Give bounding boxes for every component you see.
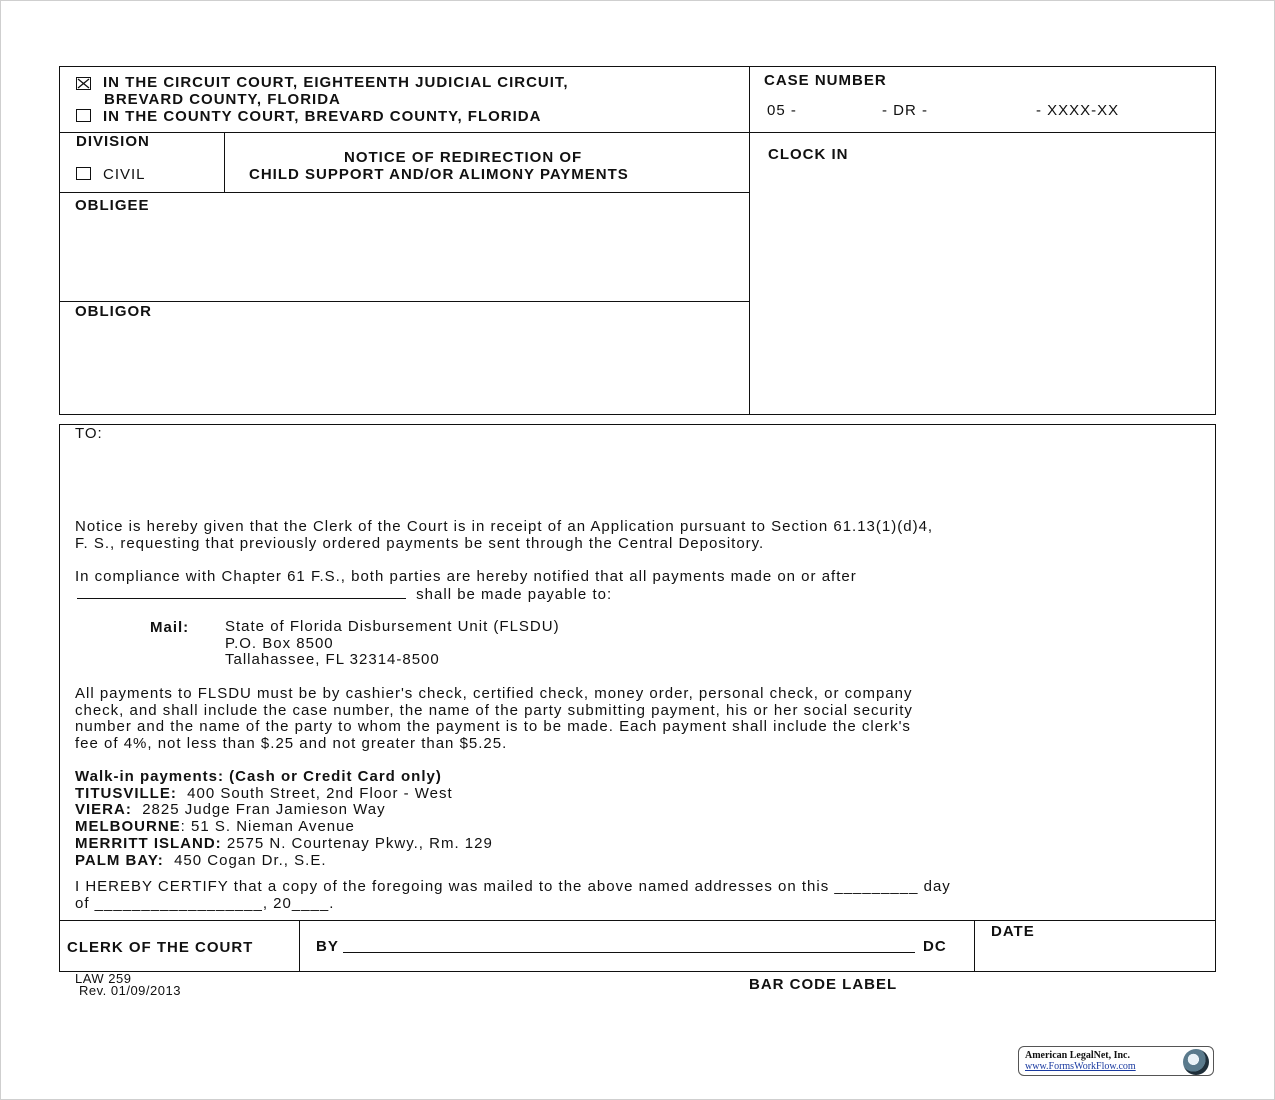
- barcode-label: BAR CODE LABEL: [749, 976, 898, 993]
- obligee-obligor-divider: [59, 301, 750, 302]
- compliance-line2-wrap: [75, 586, 857, 604]
- location-titusville: TITUSVILLE: 400 South Street, 2nd Floor - West: [75, 784, 453, 802]
- compliance-line2: shall be made payable to:: [416, 585, 613, 603]
- vendor-url[interactable]: www.FormsWorkFlow.com: [1025, 1061, 1136, 1072]
- header-divider-row1: [59, 132, 1216, 133]
- obligor-label: OBLIGOR: [75, 303, 152, 320]
- location-melbourne: MELBOURNE: 51 S. Nieman Avenue: [75, 818, 355, 836]
- certify-line2: of __________________, 20____.: [75, 894, 335, 912]
- location-viera: VIERA: 2825 Judge Fran Jamieson Way: [75, 801, 386, 819]
- civil-checkbox[interactable]: [76, 167, 91, 180]
- case-number-part1[interactable]: 05 -: [767, 102, 797, 119]
- header-divider-row2: [59, 192, 750, 193]
- form-number: LAW 259: [75, 971, 132, 986]
- effective-date-blank[interactable]: [77, 586, 406, 599]
- to-label: TO:: [75, 425, 103, 442]
- certify-line1: I HEREBY CERTIFY that a copy of the foregoing was mailed to the above named addresses on this _________ day: [75, 878, 951, 895]
- civil-label: CIVIL: [103, 166, 146, 183]
- location-merritt-island: MERRITT ISLAND: 2575 N. Courtenay Pkwy., Rm. 129: [75, 834, 493, 852]
- form-title-line1: NOTICE OF REDIRECTION OF: [344, 149, 583, 166]
- walkin-heading: Walk-in payments: (Cash or Credit Card only): [75, 768, 442, 785]
- clock-in-label: CLOCK IN: [768, 146, 849, 163]
- walkin-section: [75, 769, 493, 869]
- vendor-logo[interactable]: [1018, 1046, 1214, 1076]
- mail-address: [225, 619, 560, 669]
- case-number-part2[interactable]: - DR -: [882, 102, 928, 119]
- compliance-paragraph: [75, 569, 857, 603]
- county-court-label: IN THE COUNTY COURT, BREVARD COUNTY, FLORIDA: [103, 108, 542, 125]
- notice-line2: F. S., requesting that previously ordered payments be sent through the Central Depository.: [75, 534, 765, 552]
- payments-line3: number and the name of the party to whom the payment is to be made. Each payment shall include the clerk's: [75, 718, 911, 736]
- notice-line1: Notice is hereby given that the Clerk of the Court is in receipt of an Application pursuant to Section 61.13(1)(d)4,: [75, 518, 934, 535]
- by-label: BY: [316, 938, 339, 955]
- certify-paragraph: [75, 879, 951, 912]
- form-title-line2: CHILD SUPPORT AND/OR ALIMONY PAYMENTS: [249, 166, 629, 183]
- case-number-part3[interactable]: - XXXX-XX: [1036, 102, 1120, 119]
- compliance-line1: In compliance with Chapter 61 F.S., both parties are hereby notified that all payments made on or after: [75, 568, 857, 585]
- circuit-court-checkbox[interactable]: [76, 77, 91, 90]
- notice-paragraph: [75, 519, 933, 552]
- mail-line2: P.O. Box 8500: [225, 634, 334, 652]
- signature-line[interactable]: [343, 952, 915, 953]
- mail-line1: State of Florida Disbursement Unit (FLSDU): [225, 618, 560, 635]
- mail-line3: Tallahassee, FL 32314-8500: [225, 651, 440, 669]
- payments-line2: check, and shall include the case number, the name of the party submitting payment, his or her social security: [75, 701, 913, 719]
- clerk-divider: [299, 920, 300, 972]
- circuit-court-line2: BREVARD COUNTY, FLORIDA: [104, 91, 341, 108]
- circuit-court-line1: IN THE CIRCUIT COURT, EIGHTEENTH JUDICIAL CIRCUIT,: [103, 74, 569, 91]
- county-court-checkbox[interactable]: [76, 109, 91, 122]
- signature-row-divider: [59, 920, 1216, 921]
- division-divider: [224, 132, 225, 193]
- mail-label: Mail:: [150, 619, 190, 636]
- case-number-label: CASE NUMBER: [764, 72, 887, 89]
- header-divider-vertical: [749, 66, 750, 415]
- date-divider: [974, 920, 975, 972]
- payments-paragraph: [75, 686, 913, 753]
- vendor-name: American LegalNet, Inc.: [1025, 1050, 1130, 1061]
- dc-label: DC: [923, 938, 947, 955]
- globe-icon: [1183, 1049, 1209, 1075]
- clerk-label: CLERK OF THE COURT: [67, 939, 254, 956]
- payments-line4: fee of 4%, not less than $.25 and not greater than $5.25.: [75, 735, 508, 753]
- revision-date: Rev. 01/09/2013: [79, 983, 181, 998]
- obligee-label: OBLIGEE: [75, 197, 150, 214]
- date-label: DATE: [991, 923, 1035, 940]
- location-palm-bay: PALM BAY: 450 Cogan Dr., S.E.: [75, 851, 327, 869]
- division-label: DIVISION: [76, 133, 150, 150]
- payments-line1: All payments to FLSDU must be by cashier's check, certified check, money order, personal check, or company: [75, 685, 913, 702]
